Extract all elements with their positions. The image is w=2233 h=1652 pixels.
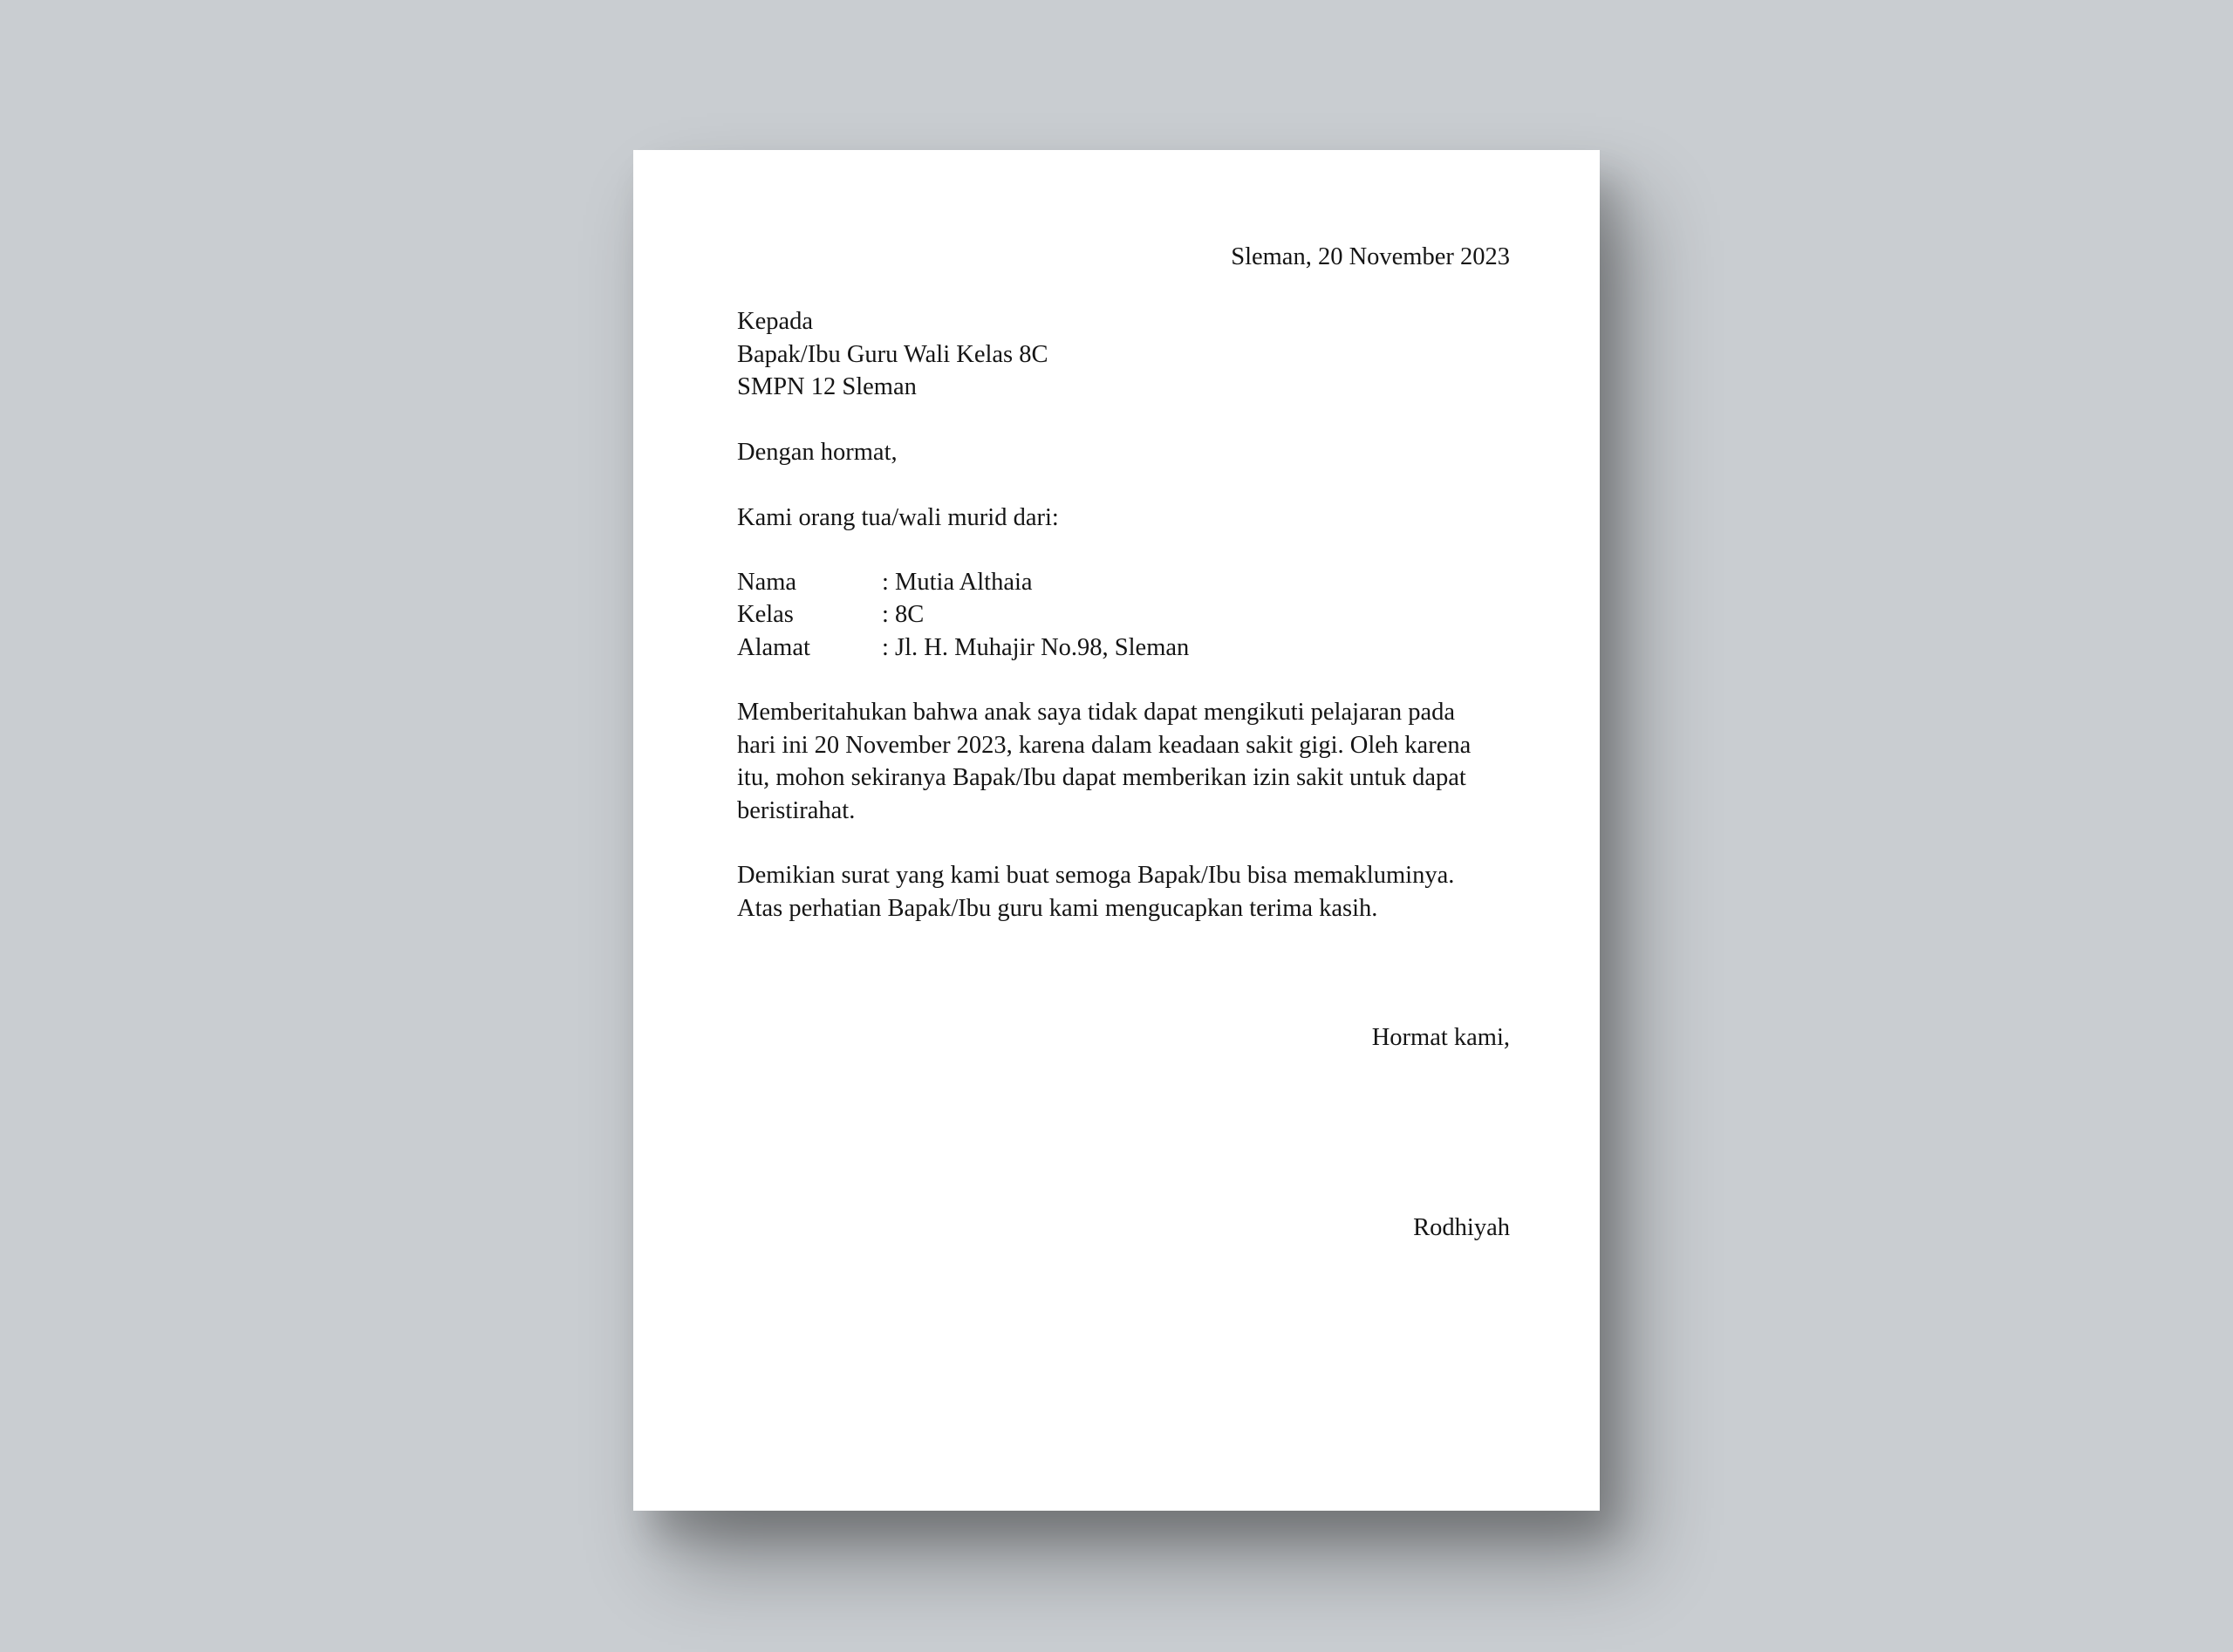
letter-date: Sleman, 20 November 2023: [1231, 243, 1510, 270]
recipient-line-2: Bapak/Ibu Guru Wali Kelas 8C: [737, 341, 1048, 368]
body-line-4: beristirahat.: [737, 797, 856, 824]
signer-name: Rodhiyah: [1413, 1214, 1510, 1241]
recipient-line-3: SMPN 12 Sleman: [737, 373, 917, 400]
intro-text: Kami orang tua/wali murid dari:: [737, 504, 1059, 531]
student-address-label: Alamat: [737, 634, 810, 661]
salutation: Dengan hormat,: [737, 439, 898, 466]
letter-page: [633, 150, 1600, 1511]
body-line-1: Memberitahukan bahwa anak saya tidak dapat mengikuti pelajaran pada: [737, 699, 1456, 726]
closing-line-1: Demikian surat yang kami buat semoga Bapak/Ibu bisa memakluminya.: [737, 862, 1455, 889]
sign-off: Hormat kami,: [1371, 1024, 1510, 1051]
recipient-line-1: Kepada: [737, 308, 814, 335]
student-name-label: Nama: [737, 569, 797, 596]
student-address-value: : Jl. H. Muhajir No.98, Sleman: [882, 634, 1190, 661]
student-class-label: Kelas: [737, 601, 794, 628]
body-line-3: itu, mohon sekiranya Bapak/Ibu dapat memberikan izin sakit untuk dapat: [737, 764, 1466, 791]
body-line-2: hari ini 20 November 2023, karena dalam keadaan sakit gigi. Oleh karena: [737, 732, 1472, 759]
student-name-value: : Mutia Althaia: [882, 569, 1033, 596]
closing-line-2: Atas perhatian Bapak/Ibu guru kami mengucapkan terima kasih.: [737, 895, 1378, 922]
student-class-value: : 8C: [882, 601, 925, 628]
